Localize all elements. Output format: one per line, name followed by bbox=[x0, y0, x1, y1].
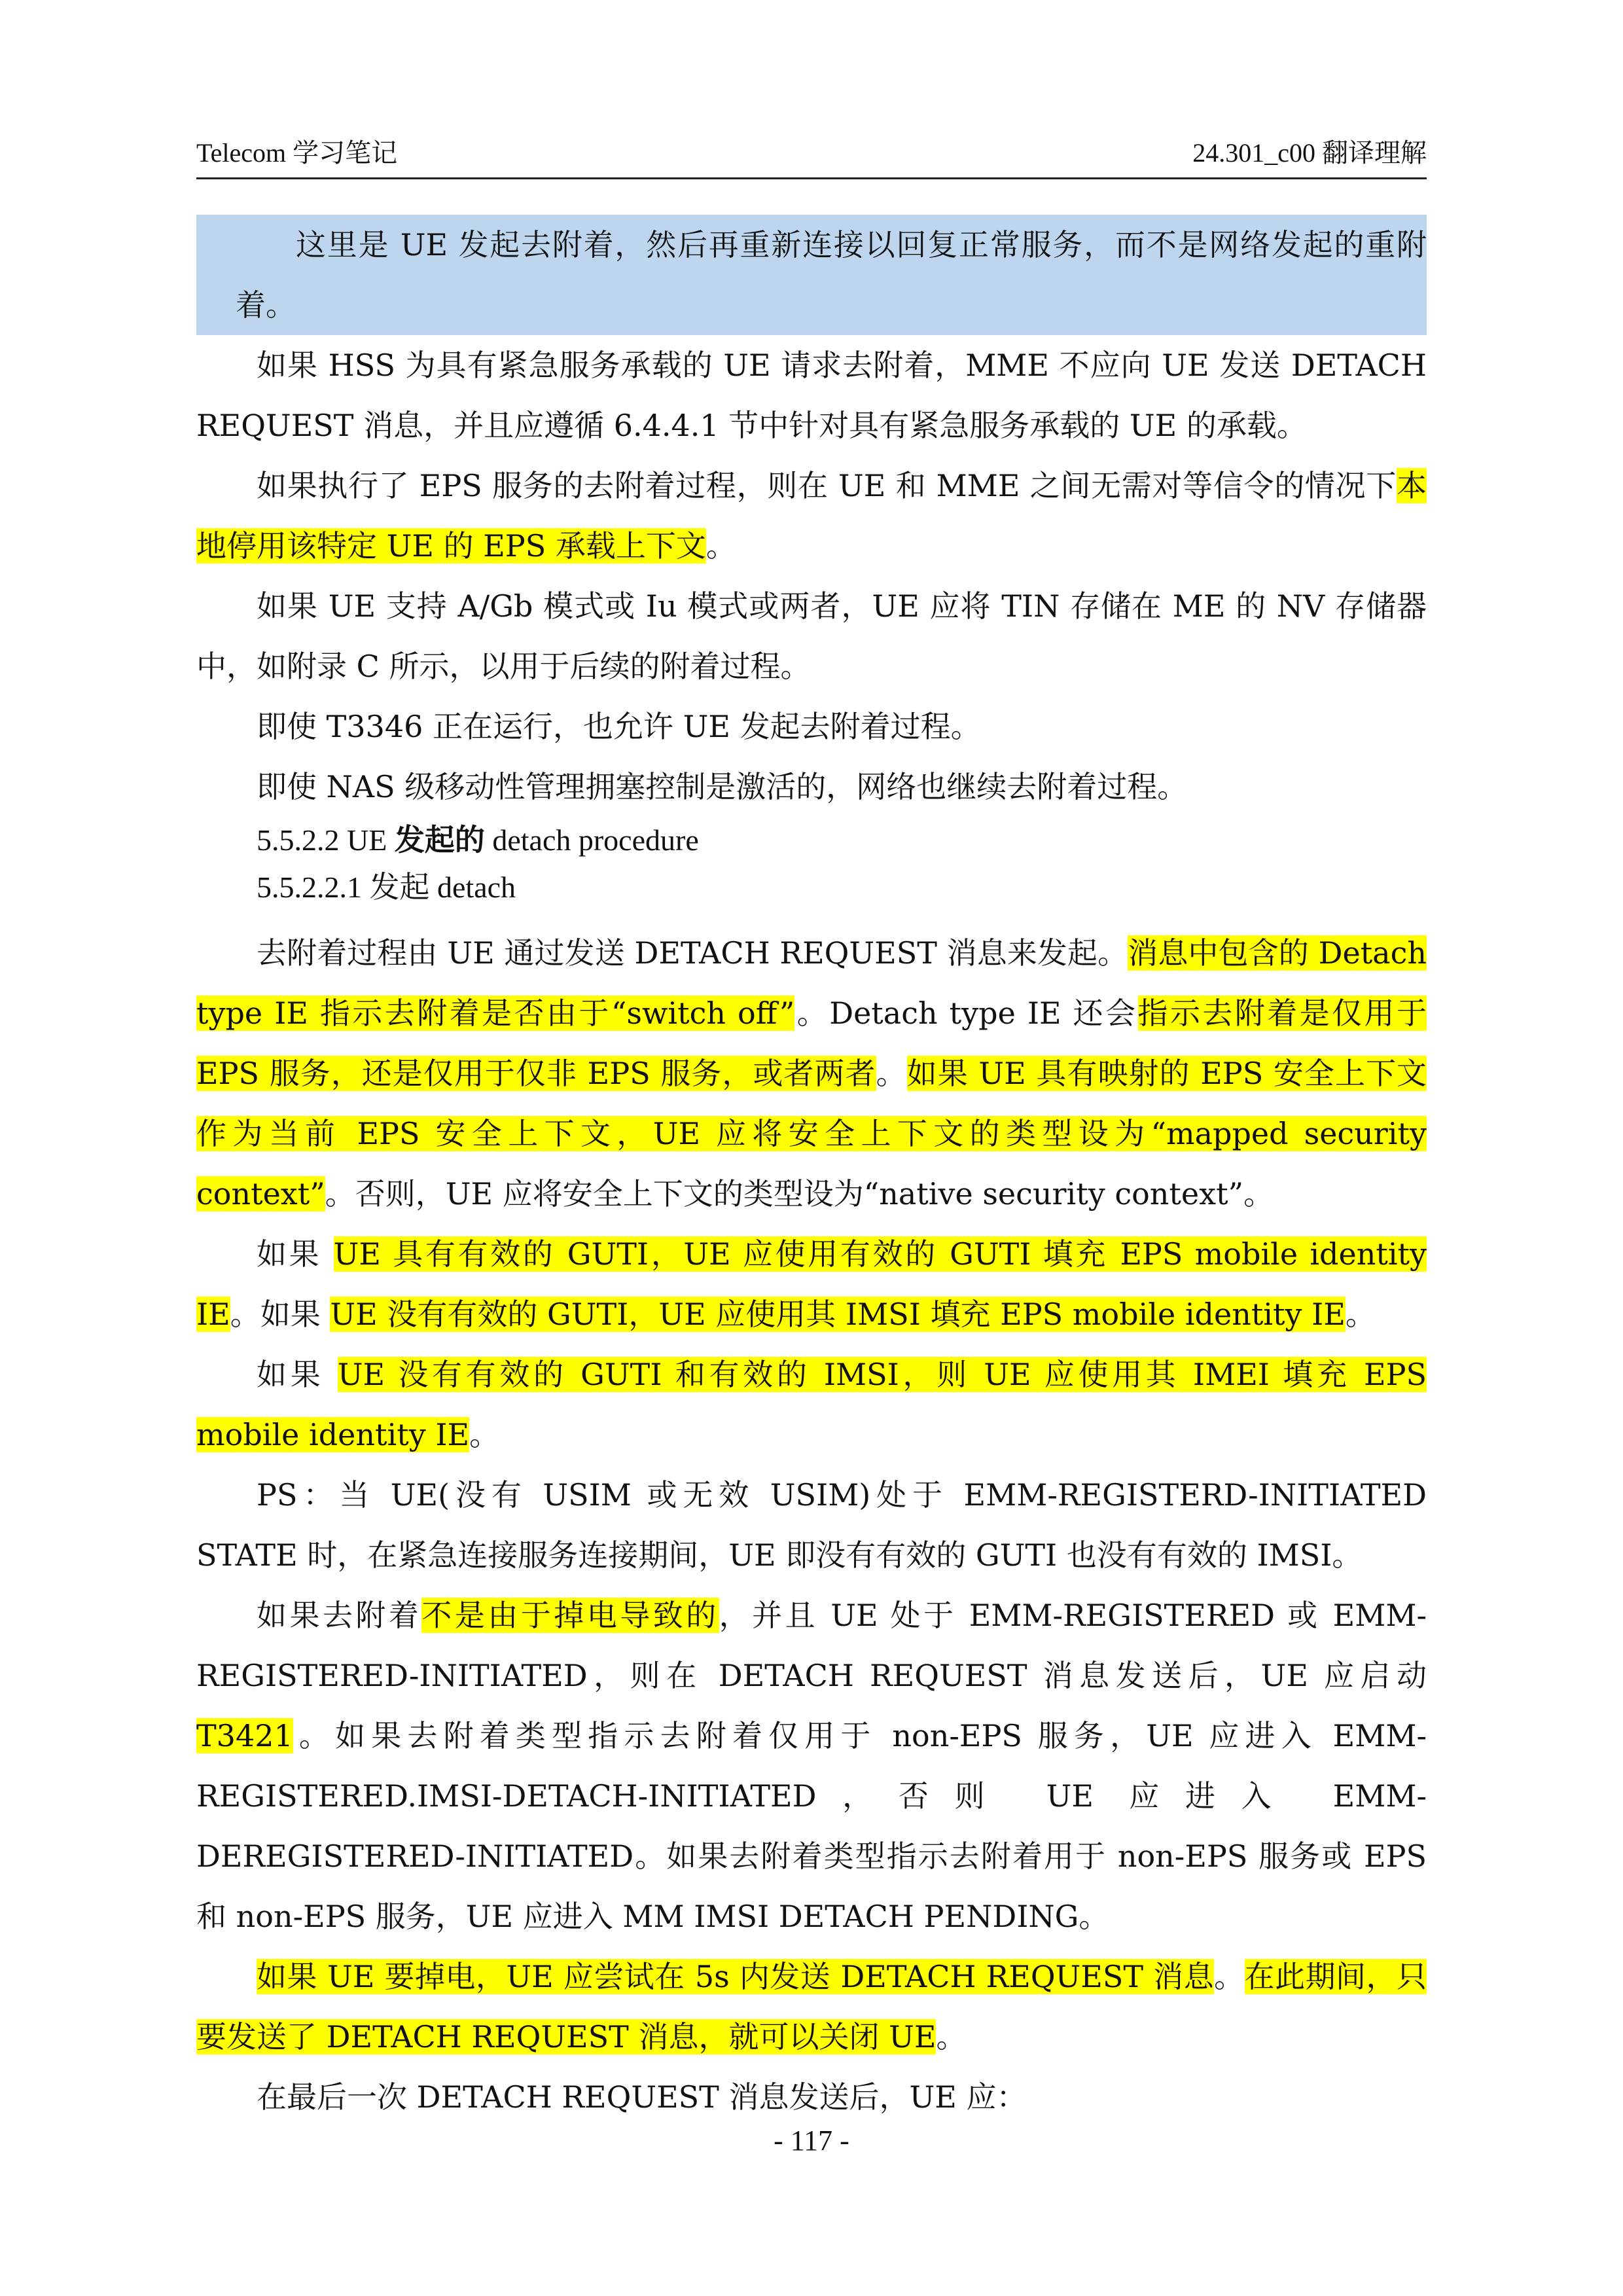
text-run: 。 bbox=[876, 1056, 907, 1091]
section-heading-5-5-2-2-1: 5.5.2.2.1 发起 detach bbox=[257, 870, 516, 904]
paragraph-t3421 bbox=[196, 1585, 1427, 1946]
highlight-run: 消息中包含的 Detach type IE 指示去附着是否由于“switch off” bbox=[196, 935, 1427, 1031]
page-number: - 117 - bbox=[774, 2125, 849, 2157]
heading-bold: 发起的 bbox=[394, 823, 485, 857]
note-banner bbox=[196, 215, 1427, 335]
highlight-run: UE 具有有效的 GUTI，UE 应使用有效的 GUTI 填充 EPS mobile identity IE bbox=[196, 1236, 1427, 1332]
paragraph-imei-identity bbox=[196, 1344, 1427, 1465]
highlight-run: 本地停用该特定 UE 的 EPS 承载上下文 bbox=[196, 468, 1427, 564]
highlight-run: UE 没有有效的 GUTI 和有效的 IMSI，则 UE 应使用其 IMEI 填充 EPS mobile identity IE bbox=[196, 1357, 1427, 1452]
heading-rest: detach procedure bbox=[484, 823, 699, 857]
text-run: 如果执行了 EPS 服务的去附着过程，则在 UE 和 MME 之间无需对等信令的情况下 bbox=[257, 468, 1397, 503]
highlight-run: 如果 UE 要掉电，UE 应尝试在 5s 内发送 DETACH REQUEST 消息 bbox=[257, 1959, 1215, 1994]
section-heading-5-5-2-2 bbox=[196, 817, 1427, 864]
paragraph-hss-detach: 如果 HSS 为具有紧急服务承载的 UE 请求去附着，MME 不应向 UE 发送 DETACH REQUEST 消息，并且应遵循 6.4.4.1 节中针对具有紧急服务承载的 UE 的承载。 bbox=[196, 348, 1427, 443]
text-run: 如果 bbox=[257, 1236, 334, 1272]
page-header bbox=[196, 134, 1427, 179]
heading-number: 5.5.2.2 UE bbox=[257, 823, 395, 857]
text-run: 。 bbox=[1214, 1959, 1245, 1994]
text-run: 。如果 bbox=[230, 1297, 330, 1332]
highlight-run: UE 没有有效的 GUTI，UE 应使用其 IMSI 填充 EPS mobile identity IE bbox=[330, 1297, 1346, 1332]
text-run: 如果 bbox=[257, 1357, 338, 1392]
document-body bbox=[196, 215, 1427, 2127]
paragraph-detach-initiation bbox=[196, 923, 1427, 1224]
text-run: 。如果去附着类型指示去附着仅用于 non-EPS 服务，UE 应进入 EMM-REGISTERED.IMSI-DETACH-INITIATED，否则 UE 应进入 EMM-DEREGISTERED-INITIATED。如果去附着类型指示去附着用于 non-EPS 服务或 EPS 和 non-EPS 服务，UE 应进入 MM IMSI DETACH PENDING。 bbox=[196, 1718, 1427, 1934]
highlight-run: 指示去附着是仅用于 EPS 服务，还是仅用于仅非 EPS 服务，或者两者 bbox=[196, 996, 1427, 1091]
paragraph-t3346: 即使 T3346 正在运行，也允许 UE 发起去附着过程。 bbox=[257, 709, 981, 744]
paragraph-guti-identity bbox=[196, 1224, 1427, 1344]
highlight-run: T3421 bbox=[196, 1718, 293, 1753]
text-run: 去附着过程由 UE 通过发送 DETACH REQUEST 消息来发起。 bbox=[257, 935, 1128, 971]
highlight-run: 如果 UE 具有映射的 EPS 安全上下文作为当前 EPS 安全上下文，UE 应将安全上下文的类型设为“mapped security context” bbox=[196, 1056, 1427, 1211]
paragraph-last-detach: 在最后一次 DETACH REQUEST 消息发送后，UE 应： bbox=[257, 2079, 1027, 2115]
paragraph-tin-storage: 如果 UE 支持 A/Gb 模式或 Iu 模式或两者，UE 应将 TIN 存储在 ME 的 NV 存储器中，如附录 C 所示，以用于后续的附着过程。 bbox=[196, 588, 1427, 684]
text-run: 。 bbox=[469, 1417, 500, 1452]
text-run: 。Detach type IE 还会 bbox=[794, 996, 1138, 1031]
paragraph-power-off bbox=[196, 1946, 1427, 2067]
text-run: ，并且 UE 处于 EMM-REGISTERED 或 EMM-REGISTERED-INITIATED，则在 DETACH REQUEST 消息发送后，UE 应启动 bbox=[196, 1598, 1427, 1693]
text-run: 如果去附着 bbox=[257, 1598, 422, 1633]
note-banner-text: 这里是 UE 发起去附着，然后再重新连接以回复正常服务，而不是网络发起的重附着。 bbox=[236, 227, 1427, 323]
header-left-title: Telecom 学习笔记 bbox=[196, 138, 398, 168]
text-run: 。否则，UE 应将安全上下文的类型设为“native security context”。 bbox=[325, 1176, 1274, 1211]
text-run: 。 bbox=[936, 2019, 967, 2054]
text-run: 。 bbox=[705, 528, 736, 564]
highlight-run: 不是由于掉电导致的 bbox=[421, 1598, 719, 1633]
paragraph-ps-note: PS：当 UE(没有 USIM 或无效 USIM)处于 EMM-REGISTERD-INITIATED STATE 时，在紧急连接服务连接期间，UE 即没有有效的 GUTI 也没有有效的 IMSI。 bbox=[196, 1477, 1427, 1573]
header-right-title: 24.301_c00 翻译理解 bbox=[1192, 138, 1427, 168]
paragraph-nas-congestion: 即使 NAS 级移动性管理拥塞控制是激活的，网络也继续去附着过程。 bbox=[257, 769, 1188, 804]
paragraph-local-deactivation bbox=[196, 456, 1427, 576]
text-run: 。 bbox=[1345, 1297, 1376, 1332]
highlight-run: 在此期间，只要发送了 DETACH REQUEST 消息，就可以关闭 UE bbox=[196, 1959, 1427, 2054]
